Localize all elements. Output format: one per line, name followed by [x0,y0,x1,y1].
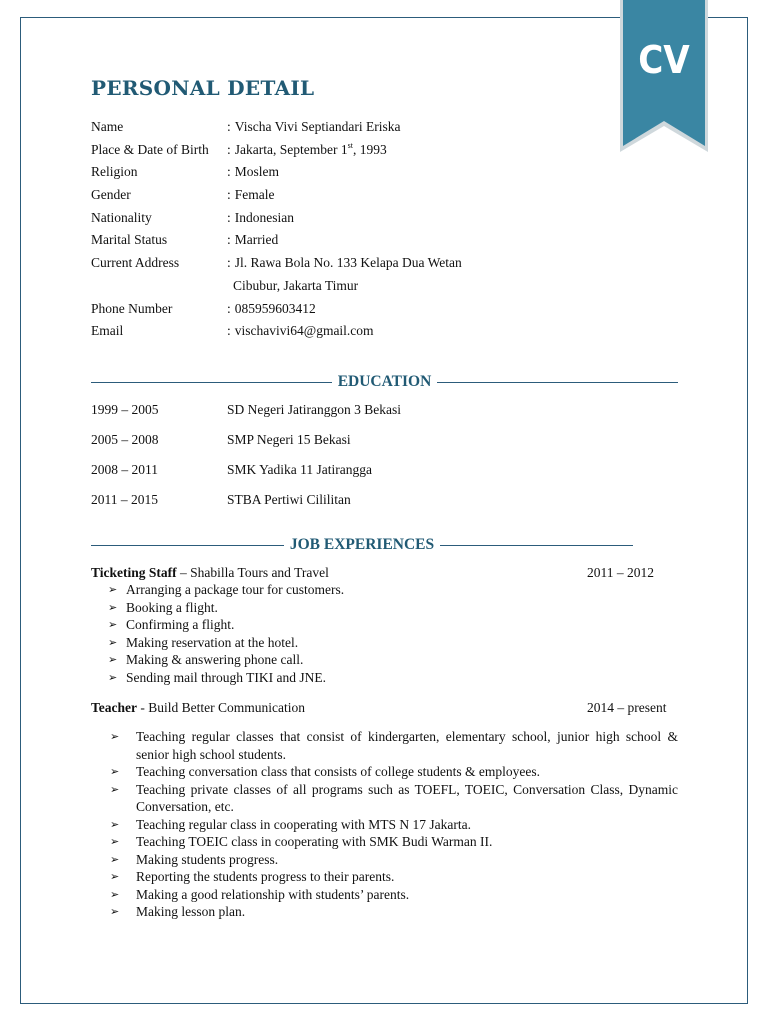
arrowhead-bullet-icon: ➢ [108,635,118,649]
arrowhead-bullet-icon: ➢ [110,835,120,848]
detail-label: Current Address [91,255,180,271]
list-item: ➢ Reporting the students progress to their parents. [110,869,395,884]
detail-label: Gender [91,187,131,203]
list-item: ➢ Teaching regular class in cooperating with MTS N 17 Jakarta. [110,816,471,832]
job-separator: - [137,700,149,715]
education-years: 2005 – 2008 [91,432,159,447]
cv-ribbon-label: CV [638,38,690,82]
list-item: ➢ Making students progress. [110,851,279,867]
detail-value: : Married [227,232,279,248]
education-school: SMK Yadika 11 Jatirangga [227,462,372,477]
list-item: ➢ Booking a flight. [108,599,218,615]
job-experiences-heading [91,535,633,555]
personal-detail-title: PERSONAL DETAIL [91,76,315,100]
education-school: SD Negeri Jatiranggon 3 Bekasi [227,402,401,417]
arrowhead-bullet-icon: ➢ [108,670,118,684]
job-experiences-title: JOB EXPERIENCES [289,536,435,553]
arrowhead-bullet-icon: ➢ [108,618,118,631]
job-period: 2011 – 2012 [587,565,654,580]
job-task-list [110,728,678,921]
education-years: 1999 – 2005 [91,402,159,417]
arrowhead-bullet-icon: ➢ [108,653,118,666]
list-item: ➢ Teaching private classes of all programs such as TOEFL, TOEIC, Conversation Class, Dynamic Conversation, etc. [110,781,678,814]
detail-label: Place & Date of Birth [91,141,209,157]
list-item: ➢ Arranging a package tour for customers. [108,582,345,597]
arrowhead-bullet-icon: ➢ [110,870,120,883]
arrowhead-bullet-icon: ➢ [110,887,120,901]
education-years: 2008 – 2011 [91,462,158,477]
detail-value: : Jl. Rawa Bola No. 133 Kelapa Dua Wetan [227,255,462,271]
arrowhead-bullet-icon: ➢ [110,852,120,866]
education-title: EDUCATION [337,373,432,390]
job-header [91,564,329,582]
arrowhead-bullet-icon: ➢ [110,905,120,918]
list-item: ➢ Confirming a flight. [108,617,235,632]
detail-label: Name [91,119,124,134]
detail-value: : Female [227,187,275,203]
education-school: STBA Pertiwi Cililitan [227,492,351,507]
job-role: Ticketing Staff [91,565,177,580]
detail-label: Nationality [91,209,152,225]
list-item: ➢ Making & answering phone call. [108,652,304,667]
list-item: ➢ Making reservation at the hotel. [108,634,299,650]
list-item: ➢ Making lesson plan. [110,904,246,919]
list-item: ➢ Teaching TOEIC class in cooperating with SMK Budi Warman II. [110,834,493,849]
detail-value: Cibubur, Jakarta Timur [233,277,359,293]
detail-label: Religion [91,164,138,180]
arrowhead-bullet-icon: ➢ [108,583,118,596]
education-school: SMP Negeri 15 Bekasi [227,432,351,447]
list-item: ➢ Making a good relationship with students’ parents. [110,886,410,902]
arrowhead-bullet-icon: ➢ [110,782,120,796]
divider [91,382,332,383]
job-separator: – [176,565,191,580]
arrowhead-bullet-icon: ➢ [110,817,120,831]
arrowhead-bullet-icon: ➢ [110,730,120,743]
detail-value: : Indonesian [227,209,294,225]
detail-label: Email [91,323,124,339]
detail-label: Phone Number [91,300,173,316]
list-item: ➢ Teaching regular classes that consist of kindergarten, elementary school, junior high school & senior high school students. [110,729,678,762]
job-company: Build Better Communication [148,700,305,715]
divider [440,545,633,546]
detail-value: : Vischa Vivi Septiandari Eriska [227,119,401,134]
job-role: Teacher [91,700,137,715]
job-header [91,699,305,717]
job-period: 2014 – present [587,700,667,715]
arrowhead-bullet-icon: ➢ [108,600,118,614]
education-years: 2011 – 2015 [91,492,158,507]
divider [437,382,678,383]
detail-value: : Moslem [227,164,280,180]
list-item: ➢ Sending mail through TIKI and JNE. [108,669,326,685]
detail-value: : 085959603412 [227,300,316,316]
job-task-list [108,581,668,686]
detail-value: : Jakarta, September 1st, 1993 [227,140,387,157]
list-item: ➢ Teaching conversation class that consists of college students & employees. [110,764,540,779]
arrowhead-bullet-icon: ➢ [110,765,120,778]
detail-label: Marital Status [91,232,168,248]
education-heading [91,372,678,392]
job-company: Shabilla Tours and Travel [190,565,329,580]
detail-value: : vischavivi64@gmail.com [227,323,374,339]
divider [91,545,284,546]
